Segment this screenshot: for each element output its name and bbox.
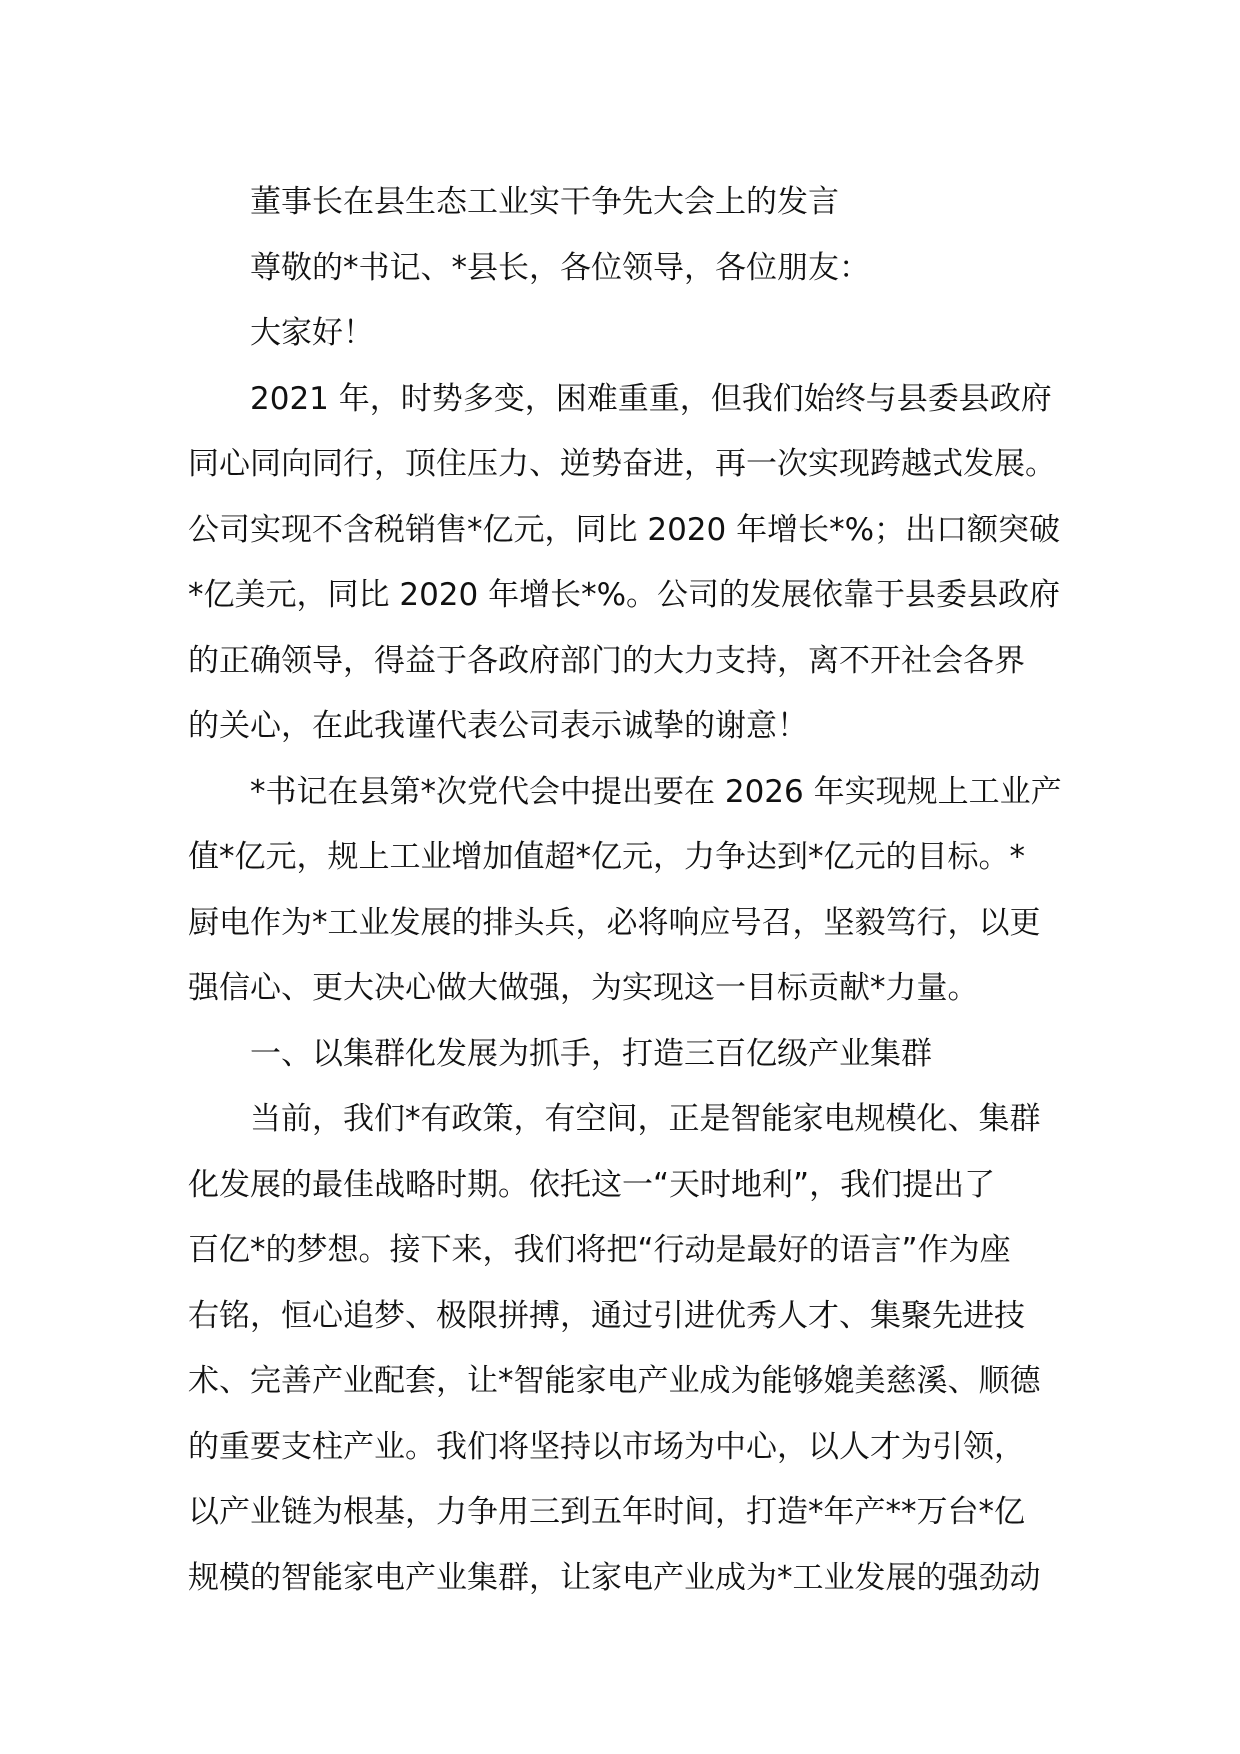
- paragraph-line: 强信心、更大决心做大做强，为实现这一目标贡献*力量。: [188, 970, 979, 1006]
- paragraph-line: 2021 年，时势多变，困难重重，但我们始终与县委县政府: [250, 380, 1052, 417]
- paragraph-line: 同心同向同行，顶住压力、逆势奋进，再一次实现跨越式发展。: [188, 446, 1056, 482]
- paragraph-cluster: [188, 1087, 1068, 1611]
- paragraph-line: 的正确领导，得益于各政府部门的大力支持，离不开社会各界: [188, 642, 1025, 679]
- paragraph-line: 百亿*的梦想。接下来，我们将把“行动是最好的语言”作为座: [188, 1232, 1011, 1268]
- paragraph-line: 规模的智能家电产业集群，让家电产业成为*工业发展的强劲动: [188, 1559, 1041, 1596]
- paragraph-line: 的关心，在此我谨代表公司表示诚挚的谢意！: [188, 708, 808, 744]
- document-title: 董事长在县生态工业实干争先大会上的发言: [250, 184, 839, 220]
- document-body: [188, 170, 1068, 1611]
- paragraph-line: 当前，我们*有政策，有空间，正是智能家电规模化、集群: [250, 1101, 1041, 1137]
- paragraph-line: 术、完善产业配套，让*智能家电产业成为能够媲美慈溪、顺德: [188, 1363, 1041, 1399]
- salutation: 尊敬的*书记、*县长，各位领导，各位朋友：: [250, 249, 870, 286]
- paragraph-goals: [188, 760, 1068, 1022]
- paragraph-line: 厨电作为*工业发展的排头兵，必将响应号召，坚毅笃行，以更: [188, 904, 1041, 941]
- paragraph-line: 的重要支柱产业。我们将坚持以市场为中心，以人才为引领，: [188, 1428, 1025, 1465]
- paragraph-line: 公司实现不含税销售*亿元，同比 2020 年增长*%；出口额突破: [188, 511, 1061, 548]
- paragraph-line: 值*亿元，规上工业增加值超*亿元，力争达到*亿元的目标。*: [188, 839, 1025, 875]
- paragraph-line: 以产业链为根基，力争用三到五年时间，打造*年产**万台*亿: [188, 1494, 1025, 1530]
- section-heading: 一、以集群化发展为抓手，打造三百亿级产业集群: [250, 1035, 932, 1072]
- greeting: 大家好！: [250, 315, 374, 351]
- paragraph-line: 右铭，恒心追梦、极限拼搏，通过引进优秀人才、集聚先进技: [188, 1297, 1025, 1334]
- paragraph-line: *书记在县第*次党代会中提出要在 2026 年实现规上工业产: [250, 773, 1062, 810]
- paragraph-line: 化发展的最佳战略时期。依托这一“天时地利”，我们提出了: [188, 1166, 996, 1203]
- paragraph-results: [188, 367, 1068, 760]
- paragraph-line: *亿美元，同比 2020 年增长*%。公司的发展依靠于县委县政府: [188, 577, 1061, 613]
